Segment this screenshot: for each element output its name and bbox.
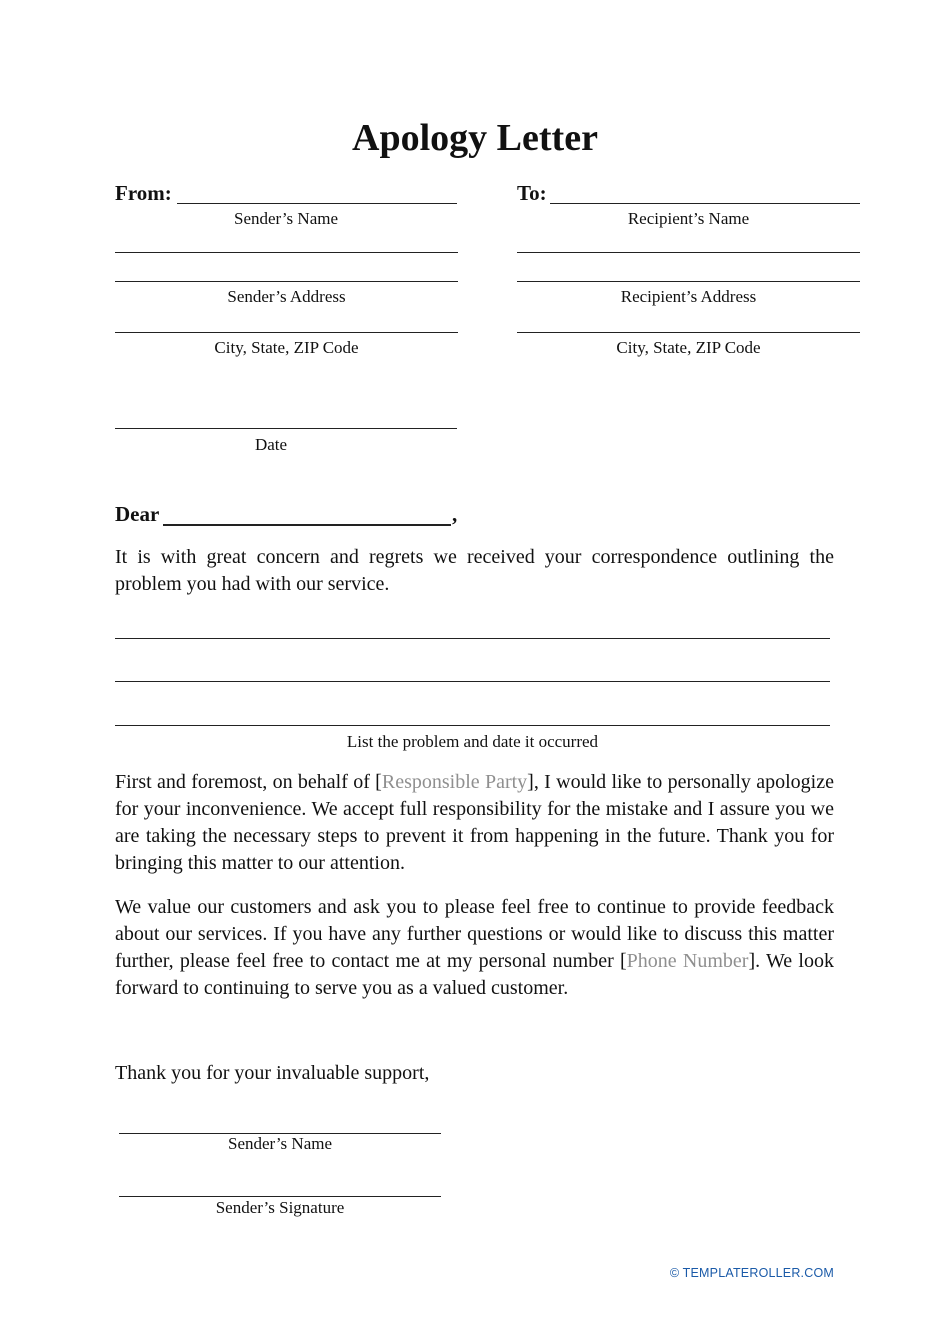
recipient-salutation-line[interactable]: [163, 524, 451, 526]
recipient-address-line-2[interactable]: [517, 281, 860, 282]
recipient-address-caption: Recipient’s Address: [620, 287, 757, 306]
recipient-address-line-1[interactable]: [517, 252, 860, 253]
footer-copyright[interactable]: © TEMPLATEROLLER.COM: [669, 1266, 834, 1280]
sender-city-line[interactable]: [115, 332, 458, 333]
phone-number-placeholder[interactable]: Phone Number: [626, 950, 749, 972]
closing-text: Thank you for your invaluable support,: [115, 1062, 430, 1084]
salutation-comma: ,: [452, 502, 458, 526]
recipient-name-line[interactable]: [550, 203, 860, 204]
recipient-name-caption: Recipient’s Name: [627, 209, 750, 228]
to-label: To:: [517, 181, 547, 205]
date-line[interactable]: [115, 428, 457, 429]
salutation-label: Dear: [115, 502, 160, 526]
signature-name-caption: Sender’s Name: [227, 1134, 333, 1153]
sender-address-caption: Sender’s Address: [227, 287, 346, 306]
problem-caption: List the problem and date it occurred: [346, 732, 599, 751]
responsible-party-placeholder[interactable]: Responsible Party: [381, 771, 528, 793]
problem-line-1[interactable]: [115, 638, 830, 639]
feedback-text-end: ]. We look forward to continuing to serve you as a valued customer.: [115, 950, 834, 999]
sender-name-line[interactable]: [177, 203, 457, 204]
recipient-city-line[interactable]: [517, 332, 860, 333]
feedback-text-start: We value our customers and ask you to please feel free to continue to provide feedback about our services. If you have any further questions or would like to discuss this matter further, please feel free to contact me at my personal number [: [115, 896, 834, 972]
recipient-city-caption: City, State, ZIP Code: [616, 338, 761, 357]
sender-address-line-2[interactable]: [115, 281, 458, 282]
problem-line-2[interactable]: [115, 681, 830, 682]
from-label: From:: [115, 181, 172, 205]
apology-text-start: First and foremost, on behalf of [: [115, 771, 382, 793]
sender-address-line-1[interactable]: [115, 252, 458, 253]
apology-paragraph: [115, 769, 834, 877]
page-title: Apology Letter: [352, 117, 598, 159]
signature-caption: Sender’s Signature: [215, 1198, 345, 1217]
feedback-paragraph: [115, 894, 834, 1002]
signature-line[interactable]: [119, 1196, 441, 1197]
apology-text-end: ], I would like to personally apologize for your inconvenience. We accept full responsibility for the mistake and I assure you we are taking the necessary steps to prevent it from happening in the future. Thank you for bringing this matter to our attention.: [115, 771, 834, 874]
sender-city-caption: City, State, ZIP Code: [214, 338, 359, 357]
problem-line-3[interactable]: [115, 725, 830, 726]
date-caption: Date: [254, 435, 288, 454]
intro-paragraph: It is with great concern and regrets we received your correspondence outlining the problem you had with our service.: [115, 546, 834, 595]
sender-name-caption: Sender’s Name: [233, 209, 339, 228]
